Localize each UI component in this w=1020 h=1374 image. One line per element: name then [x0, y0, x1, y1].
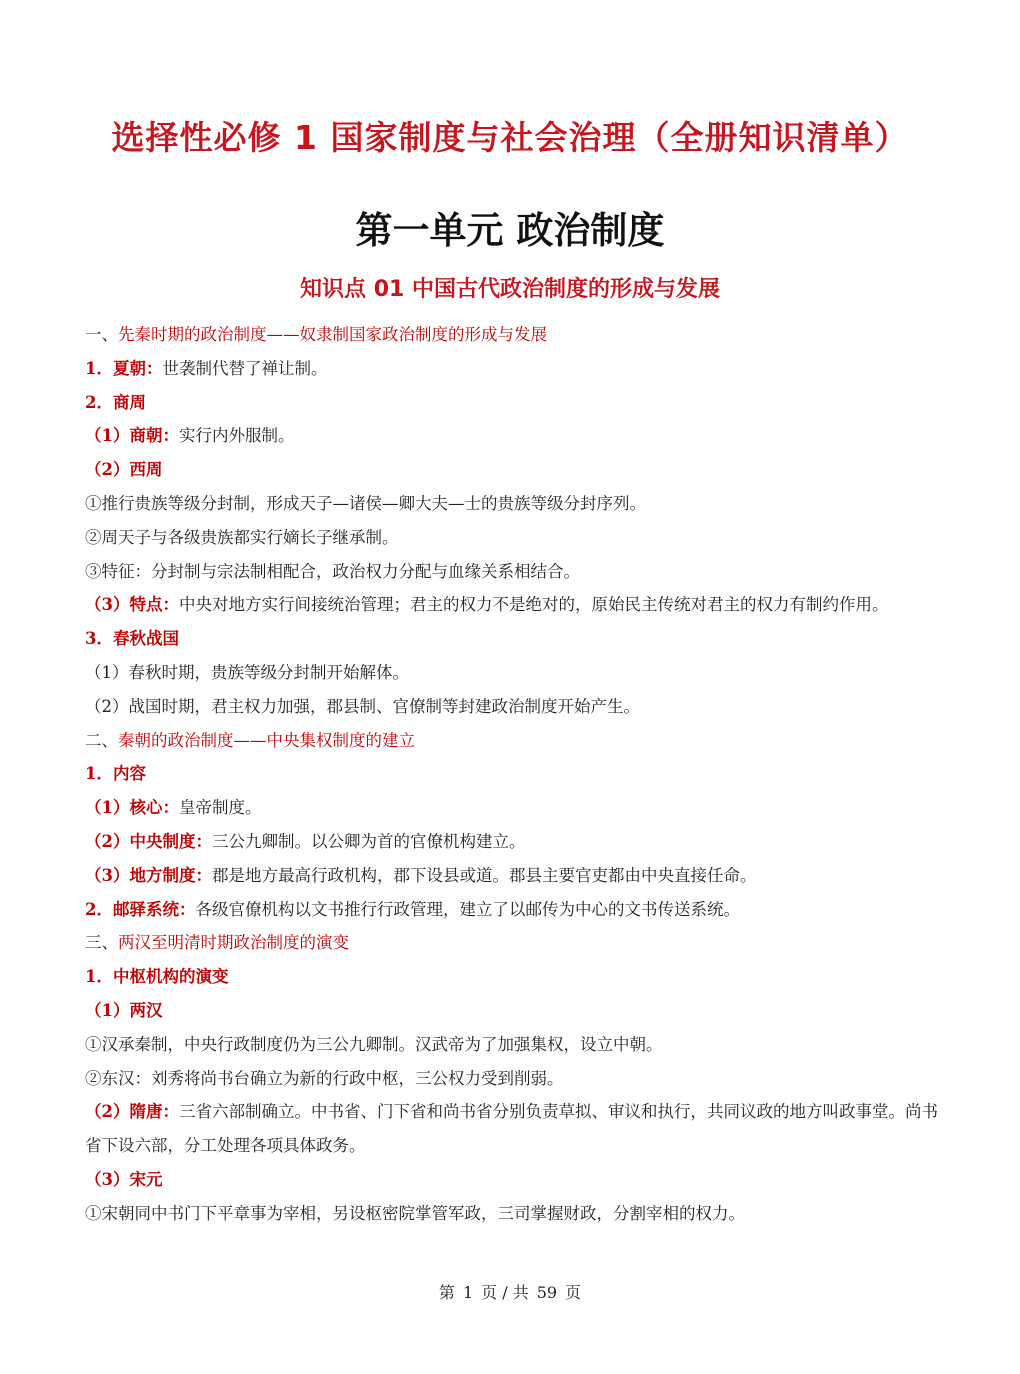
- heading-text: 先秦时期的政治制度——奴隶制国家政治制度的形成与发展: [118, 325, 547, 344]
- heading-text: （2）隋唐：: [85, 1102, 179, 1122]
- paragraph: [85, 926, 943, 960]
- body-text: （1）春秋时期，贵族等级分封制开始解体。: [85, 662, 409, 682]
- body-text: 实行内外服制。: [178, 426, 295, 446]
- body-text: ①汉承秦制，中央行政制度仍为三公九卿制。汉武帝为了加强集权，设立中朝。: [85, 1034, 663, 1054]
- footer-suffix: 页: [565, 1283, 582, 1302]
- body-text: 三公九卿制。以公卿为首的官僚机构建立。: [211, 831, 526, 851]
- paragraph: [85, 1028, 943, 1062]
- footer-prefix: 第: [438, 1283, 455, 1302]
- heading-text: （3）宋元: [85, 1169, 163, 1189]
- document-body: [85, 318, 943, 1231]
- heading-text: 1．内容: [85, 764, 146, 784]
- heading-text: （2）西周: [85, 460, 163, 480]
- paragraph: [85, 487, 943, 521]
- body-text: 一、: [85, 325, 118, 344]
- body-text: 三省六部制确立。中书省、门下省和尚书省分别负责草拟、审议和执行，共同议政的地方叫政事堂。尚书省下设六部，分工处理各项具体政务。: [85, 1102, 938, 1156]
- paragraph: [85, 622, 943, 656]
- paragraph: [85, 656, 943, 690]
- paragraph: [85, 453, 943, 487]
- heading-text: （1）两汉: [85, 1000, 163, 1020]
- paragraph: [85, 419, 943, 453]
- body-text: 各级官僚机构以文书推行行政管理，建立了以邮传为中心的文书传送系统。: [195, 899, 740, 919]
- heading-text: 2．商周: [85, 392, 146, 412]
- paragraph: [85, 825, 943, 859]
- paragraph: [85, 386, 943, 420]
- paragraph: [85, 352, 943, 386]
- knowledge-point-heading: 知识点 01 中国古代政治制度的形成与发展: [300, 277, 720, 302]
- body-text: ②东汉：刘秀将尚书台确立为新的行政中枢，三公权力受到削弱。: [85, 1068, 564, 1088]
- paragraph: [85, 588, 943, 622]
- body-text: （2）战国时期，君主权力加强，郡县制、官僚制等封建政治制度开始产生。: [85, 696, 640, 716]
- body-text: 皇帝制度。: [178, 798, 262, 818]
- paragraph: [85, 1197, 943, 1231]
- body-text: ①宋朝同中书门下平章事为宰相，另设枢密院掌管军政，三司掌握财政，分割宰相的权力。: [85, 1203, 745, 1223]
- body-text: 世袭制代替了禅让制。: [162, 358, 328, 378]
- paragraph: [85, 521, 943, 555]
- heading-text: 1．夏朝：: [85, 358, 163, 378]
- heading-text: 秦朝的政治制度——中央集权制度的建立: [118, 730, 415, 750]
- heading-text: 2．邮驿系统：: [85, 899, 196, 919]
- heading-text: 1．中枢机构的演变: [85, 967, 229, 987]
- paragraph: [85, 555, 943, 589]
- body-text: ②周天子与各级贵族都实行嫡长子继承制。: [85, 527, 399, 547]
- paragraph: [85, 690, 943, 724]
- heading-text: 两汉至明清时期政治制度的演变: [118, 933, 349, 953]
- document-title: 选择性必修 1 国家制度与社会治理（全册知识清单）: [111, 118, 909, 157]
- paragraph: [85, 960, 943, 994]
- body-text: 二、: [85, 730, 118, 750]
- current-page: 1: [462, 1283, 474, 1302]
- footer-mid: 页 / 共: [481, 1283, 529, 1302]
- body-text: 三、: [85, 933, 118, 953]
- paragraph: [85, 724, 943, 758]
- heading-text: 3．春秋战国: [85, 629, 179, 649]
- heading-text: （3）地方制度：: [85, 865, 212, 885]
- paragraph: [85, 1095, 943, 1163]
- paragraph: [85, 893, 943, 927]
- paragraph: [85, 859, 943, 893]
- heading-text: （1）核心：: [85, 798, 179, 818]
- paragraph: [85, 994, 943, 1028]
- body-text: 中央对地方实行间接统治管理；君主的权力不是绝对的，原始民主传统对君主的权力有制约作用。: [178, 595, 889, 615]
- paragraph: [85, 791, 943, 825]
- page-footer: [0, 1280, 1020, 1303]
- body-text: ①推行贵族等级分封制，形成天子—诸侯—卿大夫—士的贵族等级分封序列。: [85, 493, 646, 513]
- heading-text: （3）特点：: [85, 595, 179, 615]
- heading-text: （2）中央制度：: [85, 831, 212, 851]
- paragraph: [85, 1163, 943, 1197]
- body-text: ③特征：分封制与宗法制相配合，政治权力分配与血缘关系相结合。: [85, 561, 580, 581]
- paragraph: [85, 318, 943, 352]
- paragraph: [85, 1062, 943, 1096]
- total-pages: 59: [536, 1283, 558, 1302]
- paragraph: [85, 757, 943, 791]
- heading-text: （1）商朝：: [85, 426, 179, 446]
- unit-heading: 第一单元 政治制度: [355, 209, 665, 252]
- body-text: 郡是地方最高行政机构，郡下设县或道。郡县主要官吏都由中央直接任命。: [211, 865, 757, 885]
